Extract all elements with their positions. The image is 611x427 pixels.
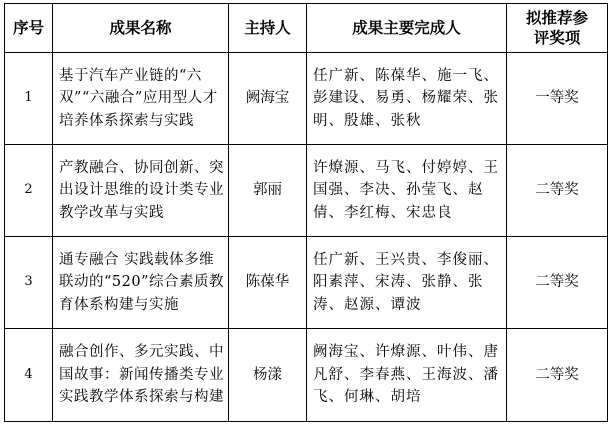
header-award [507, 4, 608, 53]
table-row [5, 237, 608, 329]
row-members: 阙海宝、许燎源、叶伟、唐凡舒、李春燕、王海波、潘飞、何琳、胡培 [307, 329, 507, 422]
row-name: 融合创作、多元实践、中国故事：新闻传播类专业实践教学体系探索与构建 [53, 329, 229, 422]
awards-table [4, 3, 608, 422]
row-no: 2 [5, 145, 53, 237]
table-row [5, 145, 608, 237]
row-members: 许燎源、马飞、付婷婷、王国强、李决、孙莹飞、赵倩、李红梅、宋忠良 [307, 145, 507, 237]
row-name: 通专融合 实践载体多维联动的“520”综合素质教育体系构建与实施 [53, 237, 229, 329]
row-name: 基于汽车产业链的“六双”“六融合”应用型人才培养体系探索与实践 [53, 53, 229, 145]
row-award: 二等奖 [507, 145, 608, 237]
row-award: 二等奖 [507, 329, 608, 422]
row-no: 1 [5, 53, 53, 145]
table-row [5, 329, 608, 422]
row-name: 产教融合、协同创新、突出设计思维的设计类专业教学改革与实践 [53, 145, 229, 237]
row-no: 3 [5, 237, 53, 329]
row-host: 阙海宝 [229, 53, 307, 145]
table-header-row [5, 4, 608, 53]
row-award: 一等奖 [507, 53, 608, 145]
row-host: 陈葆华 [229, 237, 307, 329]
row-award: 二等奖 [507, 237, 608, 329]
header-members: 成果主要完成人 [307, 4, 507, 53]
header-name: 成果名称 [53, 4, 229, 53]
row-host: 杨漾 [229, 329, 307, 422]
header-award-line2: 评奖项 [533, 29, 581, 47]
row-members: 任广新、王兴贵、李俊丽、阳素萍、宋涛、张静、张涛、赵源、谭波 [307, 237, 507, 329]
row-host: 郭丽 [229, 145, 307, 237]
row-members: 任广新、陈葆华、施一飞、彭建设、易勇、杨耀荣、张明、殷雄、张秋 [307, 53, 507, 145]
header-no: 序号 [5, 4, 53, 53]
header-host: 主持人 [229, 4, 307, 53]
header-award-line1: 拟推荐参 [525, 9, 588, 27]
row-no: 4 [5, 329, 53, 422]
table-row [5, 53, 608, 145]
